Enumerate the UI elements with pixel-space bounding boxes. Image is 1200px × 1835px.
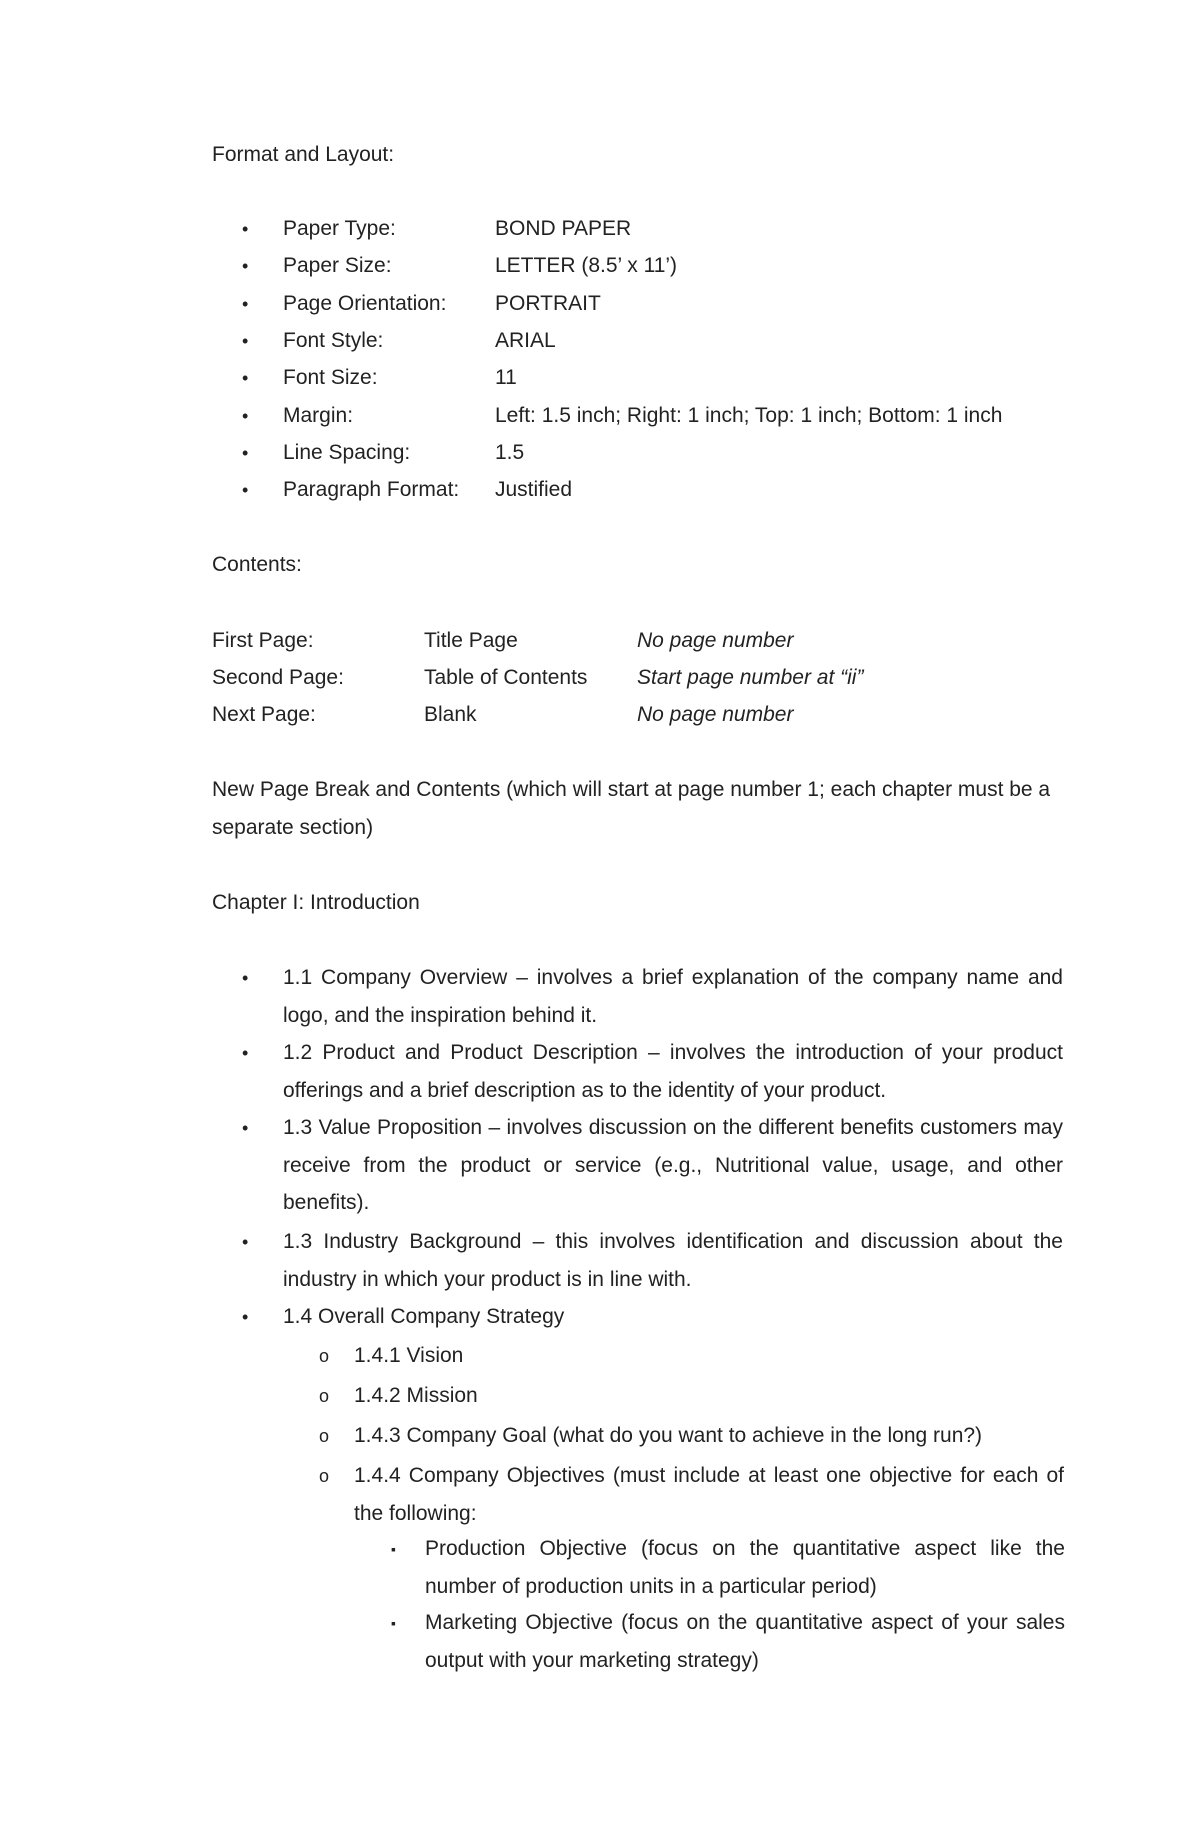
- bullet-disc: •: [242, 480, 249, 500]
- format-label: Page Orientation:: [283, 292, 447, 315]
- contents-note: No page number: [637, 629, 794, 652]
- contents-page: Next Page:: [212, 703, 316, 726]
- list-item: 1.4 Overall Company Strategy: [283, 1305, 565, 1328]
- format-value: Left: 1.5 inch; Right: 1 inch; Top: 1 inch; Bottom: 1 inch: [495, 404, 1003, 427]
- list-item: 1.3 Industry Background – this involves identification and discussion about the industry in which your product is in line with.: [283, 1230, 1063, 1291]
- contents-page: First Page:: [212, 629, 314, 652]
- contents-item: Table of Contents: [424, 666, 588, 689]
- format-label: Line Spacing:: [283, 441, 411, 464]
- bullet-disc: •: [242, 406, 249, 426]
- chapter-heading: Chapter I: Introduction: [212, 891, 420, 914]
- bullet-square: ▪: [391, 1541, 396, 1557]
- format-value: 1.5: [495, 441, 525, 464]
- list-item: 1.3 Value Proposition – involves discussion on the different benefits customers may receive from the product or service (e.g., Nutritional value, usage, and other benefits).: [283, 1116, 1063, 1214]
- bullet-disc: •: [242, 443, 249, 463]
- format-value: PORTRAIT: [495, 292, 601, 315]
- format-label: Font Style:: [283, 329, 384, 352]
- contents-note: Start page number at “ii”: [637, 666, 864, 689]
- format-value: BOND PAPER: [495, 217, 632, 240]
- contents-page: Second Page:: [212, 666, 344, 689]
- bullet-disc: •: [242, 256, 249, 276]
- format-label: Paper Size:: [283, 254, 392, 277]
- contents-item: Blank: [424, 703, 477, 726]
- bullet-disc: •: [242, 1118, 249, 1138]
- format-value: ARIAL: [495, 329, 556, 352]
- sub-list-item: 1.4.2 Mission: [354, 1384, 478, 1407]
- format-heading: Format and Layout:: [212, 143, 395, 166]
- bullet-disc: •: [242, 294, 249, 314]
- contents-heading: Contents:: [212, 553, 302, 576]
- bullet-disc: •: [242, 331, 249, 351]
- sub-list-item: 1.4.4 Company Objectives (must include at least one objective for each of the following:: [354, 1464, 1064, 1525]
- format-value: LETTER (8.5’ x 11’): [495, 254, 678, 277]
- format-label: Font Size:: [283, 366, 378, 389]
- list-item: 1.2 Product and Product Description – involves the introduction of your product offerings and a brief description as to the identity of your product.: [283, 1041, 1063, 1102]
- bullet-disc: •: [242, 1307, 249, 1327]
- format-label: Paragraph Format:: [283, 478, 460, 501]
- list-item: 1.1 Company Overview – involves a brief explanation of the company name and logo, and the inspiration behind it.: [283, 966, 1063, 1027]
- bullet-disc: •: [242, 219, 249, 239]
- contents-note: No page number: [637, 703, 794, 726]
- bullet-square: ▪: [391, 1615, 396, 1631]
- format-label: Margin:: [283, 404, 354, 427]
- bullet-circle: o: [319, 1426, 330, 1446]
- bullet-disc: •: [242, 368, 249, 388]
- bullet-disc: •: [242, 1043, 249, 1063]
- format-value: Justified: [495, 478, 573, 501]
- contents-item: Title Page: [424, 629, 518, 652]
- bullet-circle: o: [319, 1346, 330, 1366]
- bullet-circle: o: [319, 1386, 330, 1406]
- sub-sub-list-item: Production Objective (focus on the quantitative aspect like the number of production units in a particular period): [425, 1537, 1065, 1598]
- bullet-circle: o: [319, 1466, 330, 1486]
- sub-list-item: 1.4.1 Vision: [354, 1344, 464, 1367]
- bullet-disc: •: [242, 1232, 249, 1252]
- format-label: Paper Type:: [283, 217, 396, 240]
- sub-list-item: 1.4.3 Company Goal (what do you want to achieve in the long run?): [354, 1424, 983, 1447]
- format-value: 11: [495, 366, 517, 389]
- bullet-disc: •: [242, 968, 249, 988]
- sub-sub-list-item: Marketing Objective (focus on the quantitative aspect of your sales output with your marketing strategy): [425, 1611, 1065, 1672]
- new-page-break-note: New Page Break and Contents (which will start at page number 1; each chapter must be a separate section): [212, 778, 1051, 839]
